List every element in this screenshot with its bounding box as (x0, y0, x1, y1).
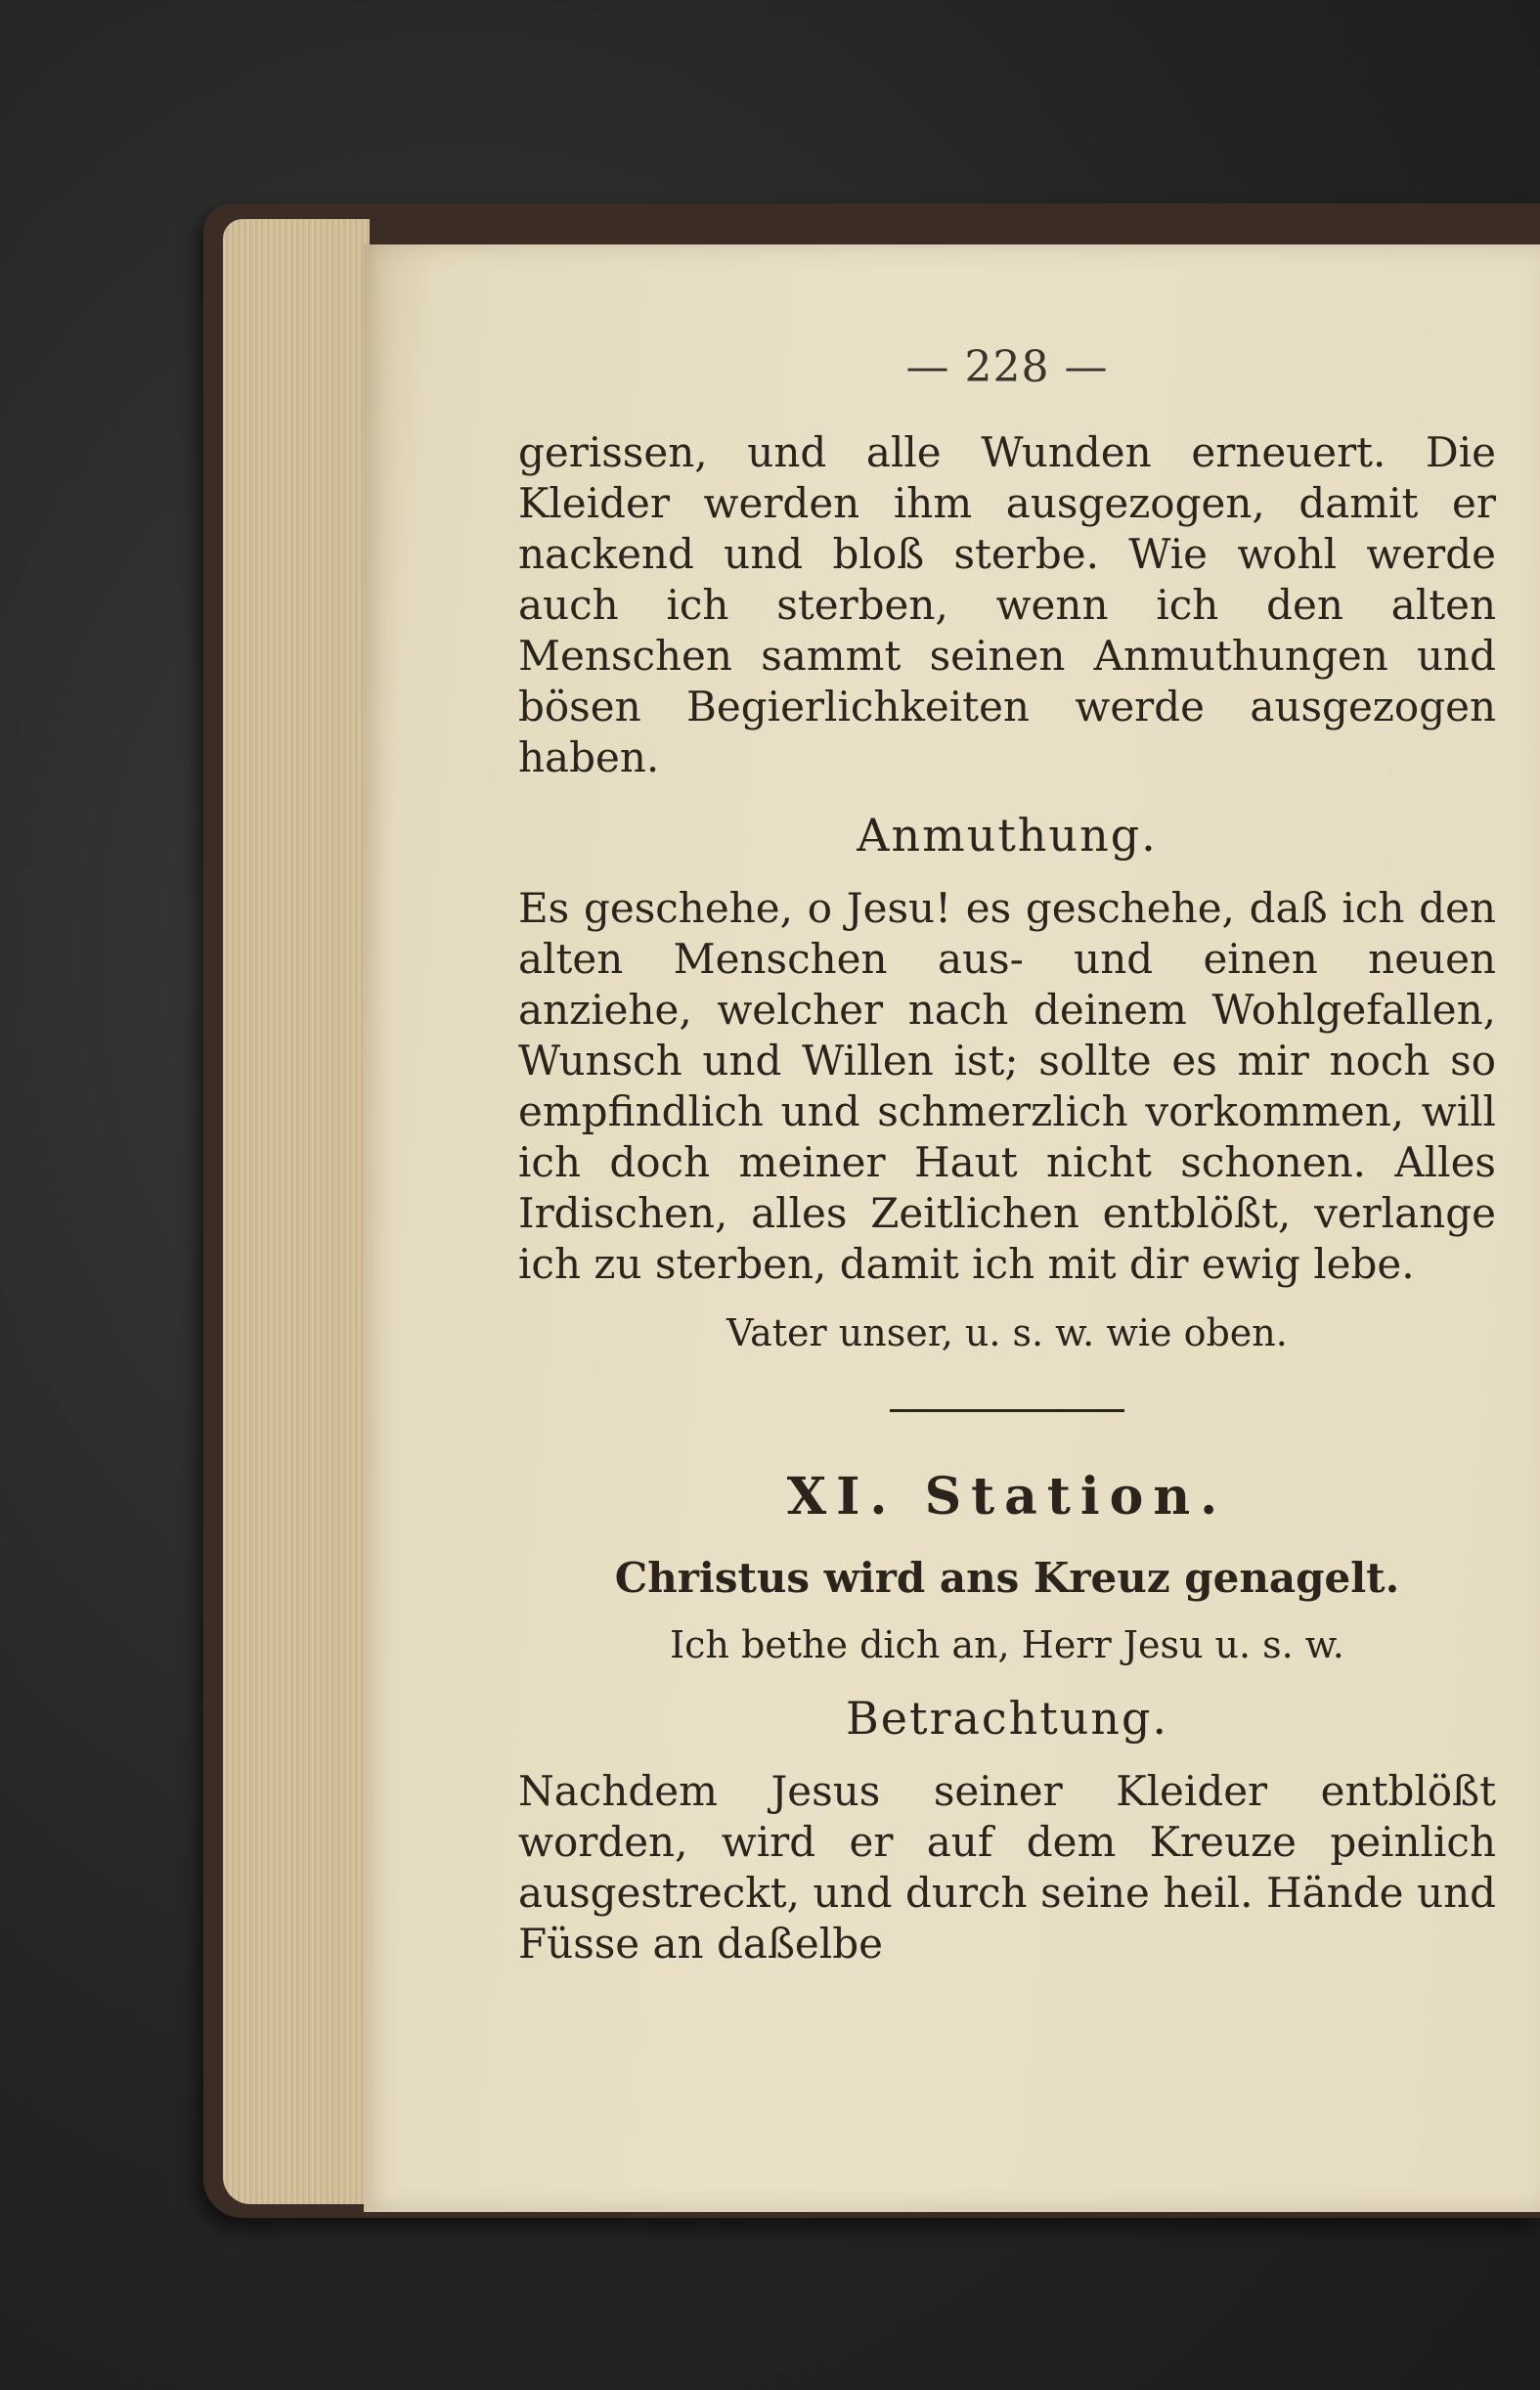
heading-betrachtung: Betrachtung. (845, 1692, 1169, 1745)
station-subtitle: Christus wird ans Kreuz genagelt. (614, 1554, 1400, 1602)
text-block (518, 342, 1496, 1970)
station-title: XI. Station. (786, 1467, 1228, 1527)
page-edges (223, 219, 370, 2204)
heading-anmuthung: Anmuthung. (857, 809, 1158, 862)
page-number: — 228 — (905, 342, 1109, 392)
paragraph-2: Es geschehe, o Jesu! es geschehe, daß ich den alten Menschen aus- und einen neuen anziehe, welcher nach deinem Wohlgefallen, Wunsch und Willen ist; sollte es mir noch so empfindlich und schmerzlich vorkommen, will ich doch meiner Haut nicht schonen. Alles Irdischen, alles Zeitlichen entblößt, verlange ich zu sterben, damit ich mit dir ewig lebe. (518, 884, 1496, 1288)
paragraph-1: gerissen, und alle Wunden erneuert. Die Kleider werden ihm ausgezogen, damit er nackend und bloß sterbe. Wie wohl werde auch ich sterben, wenn ich den alten Menschen sammt seinen Anmuthungen und bösen Begierlichkeiten werde ausgezogen haben. (518, 428, 1496, 781)
divider-rule (890, 1409, 1124, 1412)
book-page (364, 244, 1540, 2212)
paragraph-3: Nachdem Jesus seiner Kleider entblößt worden, wird er auf dem Kreuze peinlich ausgestreckt, und durch seine heil. Hände und Füsse an daßelbe (518, 1767, 1496, 1968)
prayer-line: Vater unser, u. s. w. wie oben. (726, 1311, 1288, 1354)
invocation-line: Ich bethe dich an, Herr Jesu u. s. w. (670, 1623, 1344, 1666)
